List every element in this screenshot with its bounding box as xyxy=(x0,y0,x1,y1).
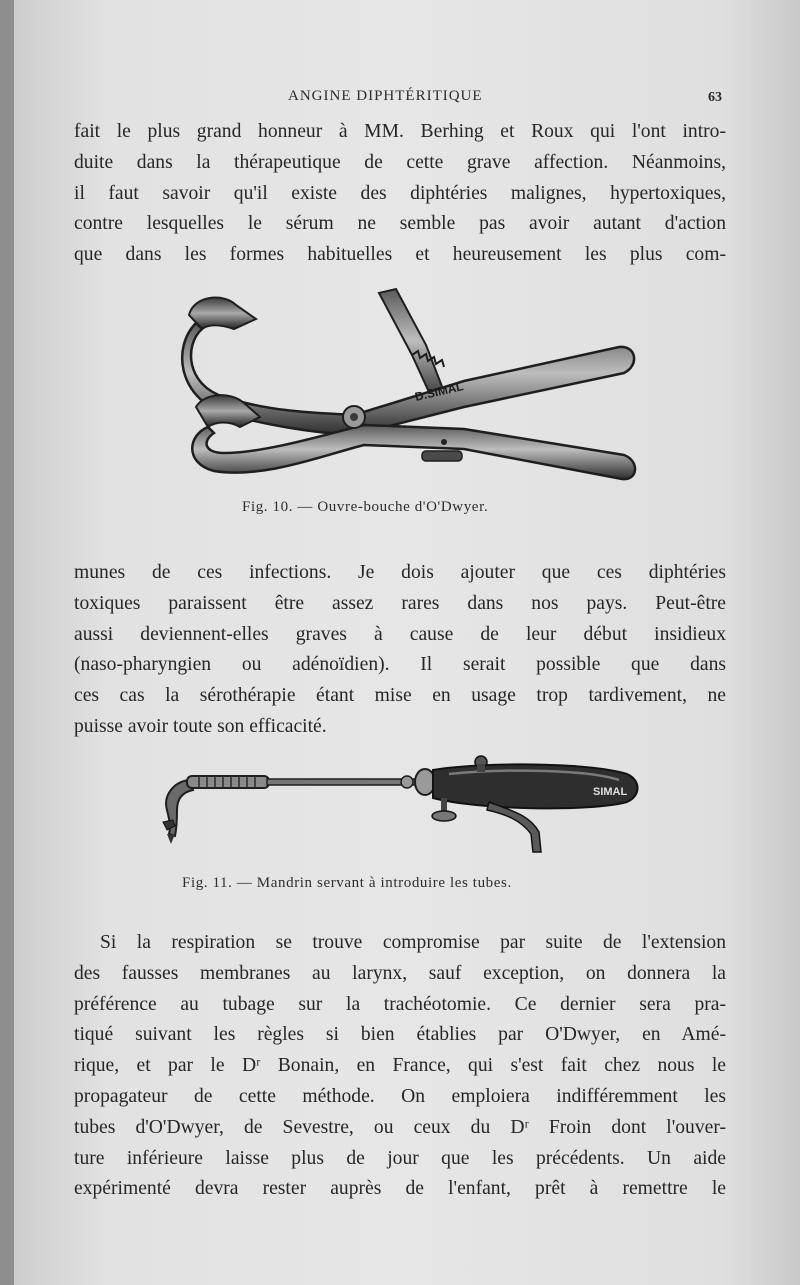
text-line: Si la respiration se trouve compromise par suite de l'extension xyxy=(100,932,726,953)
text-line: tubes d'O'Dwyer, de Sevestre, ou ceux du Dʳ Froin dont l'ouver- xyxy=(74,1116,726,1138)
text-line: munes de ces infections. Je dois ajouter que ces diphtéries xyxy=(74,562,726,583)
text-line: propagateur de cette méthode. On emploiera indifféremment les xyxy=(74,1085,726,1107)
figure-10-caption: Fig. 10. — Ouvre-bouche d'O'Dwyer. xyxy=(242,499,489,515)
text-line: préférence au tubage sur la trachéotomie. Ce dernier sera pra- xyxy=(74,993,726,1015)
paragraph-3 xyxy=(74,928,726,1205)
running-head-title: ANGINE DIPHTÉRITIQUE xyxy=(288,88,483,104)
text-line: (naso-pharyngien ou adénoïdien). Il serait possible que dans xyxy=(74,654,726,676)
figure-10-mouth-gag-illustration xyxy=(164,285,644,495)
figure-11-mandrel-illustration xyxy=(149,752,649,862)
paragraph-2 xyxy=(74,558,726,743)
text-line: des fausses membranes au larynx, sauf exception, on donnera la xyxy=(74,962,726,984)
text-line: toxiques paraissent être assez rares dans nos pays. Peut-être xyxy=(74,592,726,614)
figure-10-engraving: D.SIMAL xyxy=(413,379,465,404)
text-line: aussi deviennent-elles graves à cause de leur début insidieux xyxy=(74,623,726,645)
figure-11-engraving: SIMAL xyxy=(593,786,628,798)
figure-11-caption: Fig. 11. — Mandrin servant à introduire les tubes. xyxy=(182,875,512,891)
paragraph-1 xyxy=(74,117,726,271)
page-number: 63 xyxy=(708,90,722,105)
text-line: expérimenté devra rester auprès de l'enfant, prêt à remettre le xyxy=(74,1178,726,1200)
text-line: rique, et par le Dʳ Bonain, en France, qui s'est fait chez nous le xyxy=(74,1055,726,1077)
text-line: il faut savoir qu'il existe des diphtéries malignes, hypertoxiques, xyxy=(74,182,726,204)
text-line: tiqué suivant les règles si bien établies par O'Dwyer, en Amé- xyxy=(74,1024,726,1046)
text-line: duite dans la thérapeutique de cette grave affection. Néanmoins, xyxy=(74,151,726,173)
text-line: que dans les formes habituelles et heureusement les plus com- xyxy=(74,244,726,266)
text-line: ture inférieure laisse plus de jour que les précédents. Un aide xyxy=(74,1147,726,1169)
book-page xyxy=(14,0,800,1285)
text-line: contre lesquelles le sérum ne semble pas avoir autant d'action xyxy=(74,213,726,235)
text-line: ces cas la sérothérapie étant mise en usage trop tardivement, ne xyxy=(74,685,726,707)
text-line: fait le plus grand honneur à MM. Berhing et Roux qui l'ont intro- xyxy=(74,121,726,142)
text-line: puisse avoir toute son efficacité. xyxy=(74,715,327,737)
running-head xyxy=(14,88,800,108)
